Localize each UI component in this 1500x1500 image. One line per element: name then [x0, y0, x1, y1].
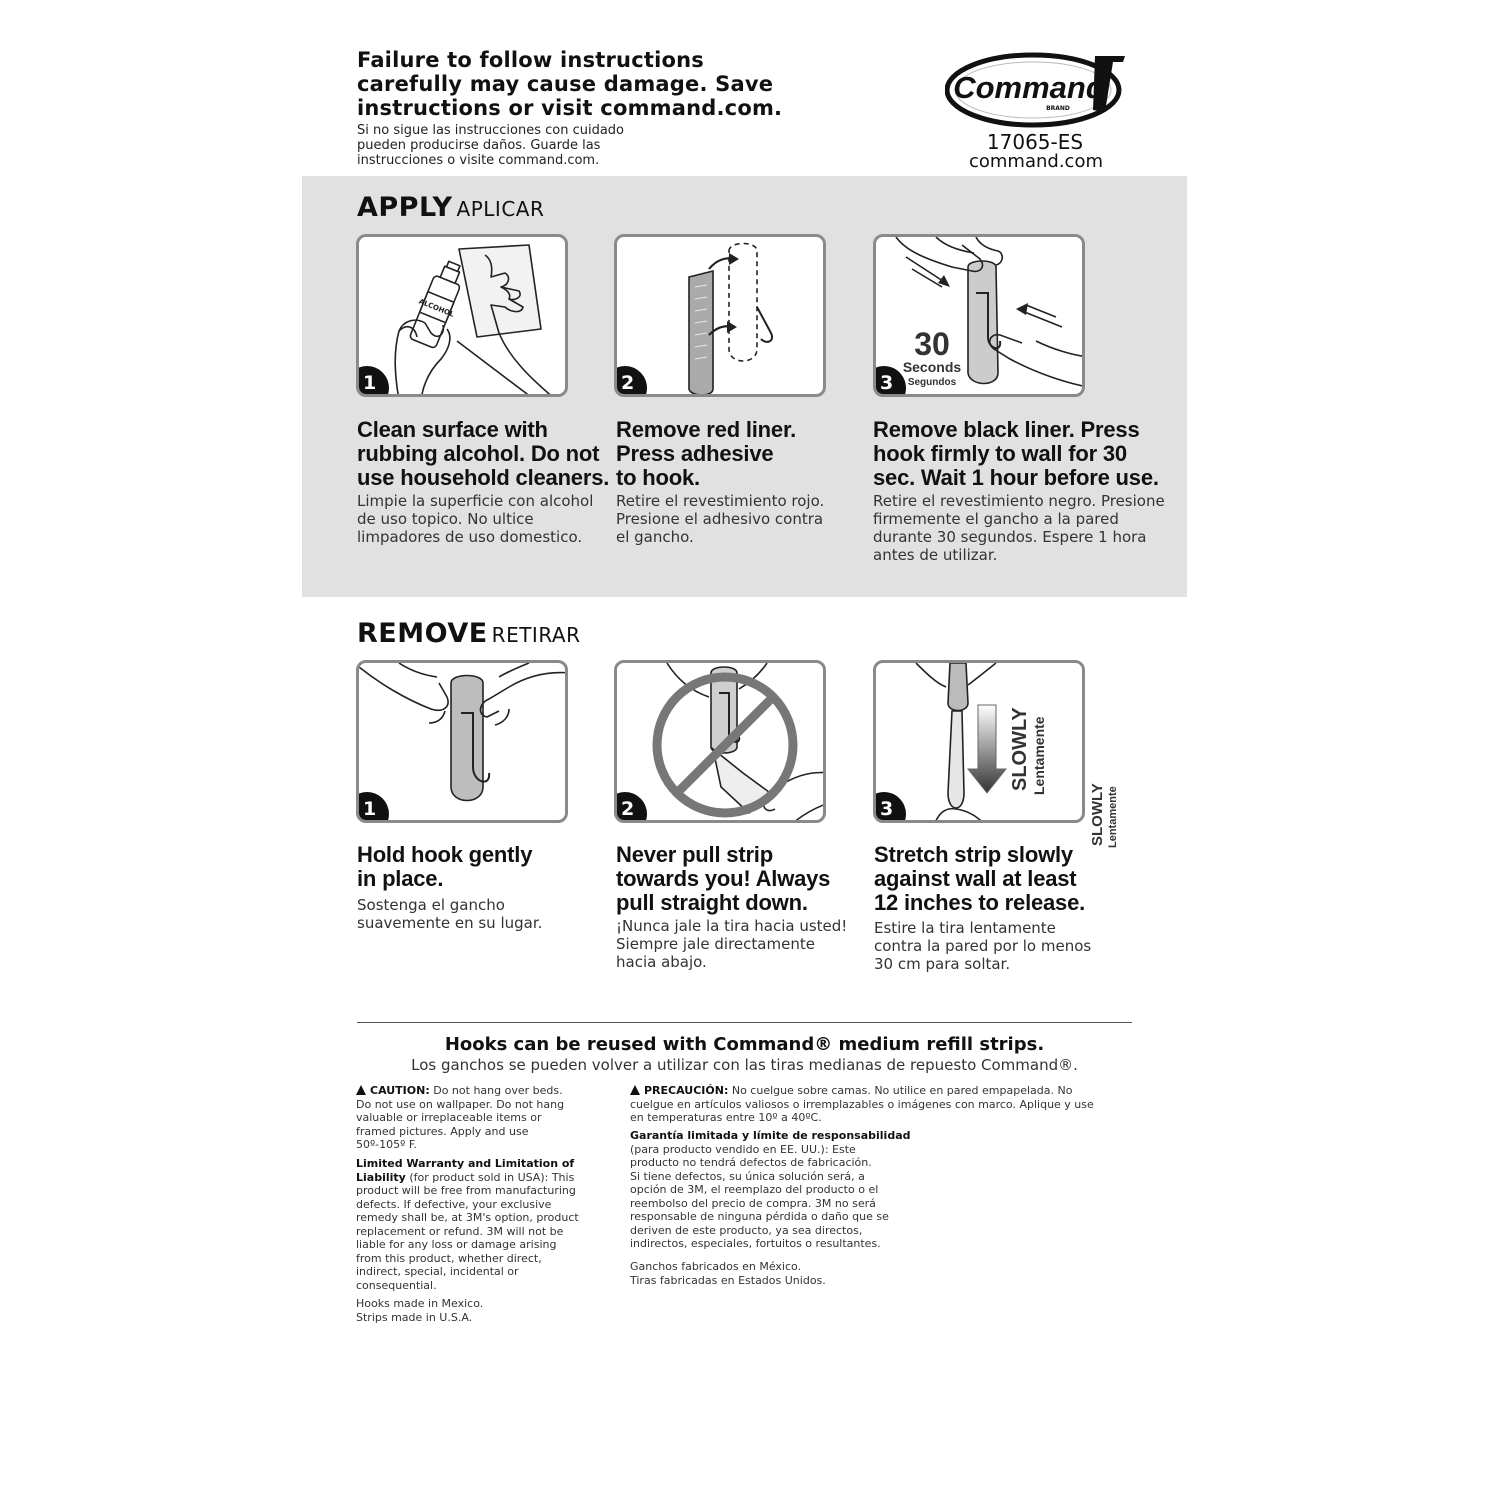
side-slowly: SLOWLY: [1089, 783, 1106, 846]
timer-30: 30: [914, 326, 950, 362]
garantia-title: Garantía limitada y límite de responsabilidad: [630, 1129, 911, 1142]
text-line: Hold hook gently: [357, 842, 533, 867]
text-line: 50º-105º F.: [356, 1138, 417, 1151]
text-line: Siempre jale directamente: [616, 935, 815, 953]
text-line: limpadores de uso domestico.: [357, 528, 583, 546]
text-line: Strips made in U.S.A.: [356, 1310, 473, 1324]
apply-step-2-en: [616, 418, 796, 490]
caution-label: CAUTION:: [370, 1084, 430, 1097]
warning-english: [357, 48, 782, 120]
text-line: Estire la tira lentamente: [874, 919, 1056, 937]
text-line: remedy shall be, at 3M's option, product: [356, 1211, 579, 1224]
remove-step-2-illustration: [614, 660, 826, 823]
made-in-es: [630, 1260, 826, 1287]
text-line: consequential.: [356, 1278, 437, 1292]
apply-step-3-es: [873, 492, 1165, 564]
timer-seconds: Seconds: [902, 359, 962, 375]
text-line: against wall at least: [874, 866, 1077, 891]
model-number: 17065-ES: [986, 130, 1084, 154]
warranty-title: Liability: [356, 1170, 406, 1184]
text-line: de uso topico. No ultice: [357, 510, 534, 528]
text-line: product will be free from manufacturing: [356, 1184, 576, 1197]
text-line: cuelgue en artículos valiosos o irremplazables o imágenes con marco. Aplique y use: [630, 1097, 1094, 1111]
cleaning-hands-icon: [359, 237, 568, 397]
warning-line: Si no sigue las instrucciones con cuidado: [357, 123, 625, 138]
step-number-badge: 2: [614, 366, 647, 397]
warning-triangle-icon: [356, 1085, 366, 1095]
text-line: Retire el revestimiento negro. Presione: [873, 492, 1165, 510]
remove-step-2-en: [616, 843, 830, 915]
divider: [357, 1022, 1132, 1023]
text-line: Retire el revestimiento rojo.: [616, 492, 825, 510]
text-line: Sostenga el gancho: [357, 896, 505, 914]
logo-wordmark: Command: [953, 70, 1105, 105]
apply-step-1-es: [357, 492, 593, 546]
text-line: 12 inches to release.: [874, 890, 1086, 915]
text-line: indirect, special, incidental or: [356, 1265, 519, 1278]
text-line: durante 30 segundos. Espere 1 hora: [873, 528, 1147, 546]
text-line: indirectos, especiales, fortuitos o resultantes.: [630, 1237, 881, 1250]
text-line: use household cleaners.: [357, 465, 610, 490]
text-line: Do not hang over beds.: [429, 1084, 563, 1097]
text-line: framed pictures. Apply and use: [356, 1124, 529, 1138]
text-line: el gancho.: [616, 528, 694, 546]
remove-step-3-es: [874, 919, 1091, 973]
text-line: to hook.: [616, 465, 700, 490]
text-line: 30 cm para soltar.: [874, 955, 1011, 973]
apply-step-3-illustration: [873, 234, 1085, 397]
text-line: Si tiene defectos, su única solución será, a: [630, 1169, 865, 1183]
apply-title-en: APPLY: [357, 192, 453, 223]
apply-step-2-illustration: [614, 234, 826, 397]
text-line: Tiras fabricadas en Estados Unidos.: [630, 1273, 826, 1287]
step-number-badge: 3: [873, 366, 906, 397]
remove-step-1-es: [357, 896, 542, 932]
precaucion-es: [630, 1084, 1094, 1125]
warranty-en: [356, 1157, 579, 1292]
text-line: Hooks made in Mexico.: [356, 1297, 484, 1310]
text-line: towards you! Always: [616, 866, 831, 891]
text-line: Clean surface with: [357, 417, 548, 442]
text-line: antes de utilizar.: [873, 546, 998, 564]
stretch-strip-icon: [876, 663, 1085, 823]
caution-en: [356, 1084, 564, 1152]
text-line: valuable or irreplaceable items or: [356, 1111, 542, 1124]
step-number-badge: 2: [614, 792, 647, 823]
warning-triangle-icon: [630, 1085, 640, 1095]
reuse-note-es: Los ganchos se pueden volver a utilizar con las tiras medianas de repuesto Command®.: [411, 1056, 1078, 1074]
text-line: liable for any loss or damage arising: [356, 1238, 557, 1251]
logo-brand-label: BRAND: [1046, 105, 1070, 112]
remove-title-en: REMOVE: [357, 618, 488, 649]
text-line: responsable de ninguna pérdida o daño que se: [630, 1210, 889, 1223]
remove-title: [357, 618, 580, 649]
text-line: ¡Nunca jale la tira hacia usted!: [616, 917, 848, 935]
text-line: sec. Wait 1 hour before use.: [873, 465, 1159, 490]
apply-step-1-en: [357, 418, 609, 490]
text-line: producto no tendrá defectos de fabricación.: [630, 1156, 872, 1169]
warning-line: instrucciones o visite command.com.: [357, 153, 600, 168]
text-line: pull straight down.: [616, 890, 808, 915]
warning-line: Failure to follow instructions: [357, 48, 704, 72]
precaucion-label: PRECAUCIÓN:: [644, 1084, 729, 1097]
timer-segundos: Segundos: [907, 377, 957, 388]
text-line: firmemente el gancho a la pared: [873, 510, 1119, 528]
website: command.com: [968, 151, 1103, 172]
apply-step-2-es: [616, 492, 824, 546]
hold-hook-icon: [359, 663, 568, 823]
command-logo: [945, 52, 1130, 130]
warning-line: instructions or visit command.com.: [357, 96, 783, 120]
text-line: Ganchos fabricados en México.: [630, 1260, 802, 1273]
alcohol-label: ALCOHOL: [417, 297, 456, 319]
side-slowly-label: [1085, 770, 1125, 850]
reuse-note-en: Hooks can be reused with Command® medium refill strips.: [444, 1034, 1045, 1055]
text-line: hook firmly to wall for 30: [873, 441, 1127, 466]
text-line: Never pull strip: [616, 842, 773, 867]
side-lentamente: Lentamente: [1107, 786, 1119, 848]
text-line: opción de 3M, el reemplazo del producto o el: [630, 1183, 879, 1196]
warning-line: carefully may cause damage. Save: [357, 72, 774, 96]
text-line: Do not use on wallpaper. Do not hang: [356, 1097, 565, 1111]
text-line: (para producto vendido en EE. UU.): Este: [630, 1142, 856, 1156]
text-line: in place.: [357, 866, 444, 891]
remove-step-1-en: [357, 843, 532, 891]
text-line: Press adhesive: [616, 441, 774, 466]
text-line: deriven de este producto, ya sea directos,: [630, 1223, 863, 1237]
text-line: Remove black liner. Press: [873, 417, 1140, 442]
text-line: (for product sold in USA): This: [405, 1170, 575, 1184]
prohibited-pull-icon: [617, 663, 826, 823]
apply-title: [357, 192, 544, 223]
garantia-es: [630, 1129, 911, 1251]
apply-step-3-en: [873, 418, 1159, 490]
text-line: Presione el adhesivo contra: [616, 510, 824, 528]
made-in-en: [356, 1297, 483, 1324]
text-line: reembolso del precio de compra. 3M no será: [630, 1196, 876, 1210]
remove-step-3-illustration: [873, 660, 1085, 823]
text-line: suavemente en su lugar.: [357, 914, 543, 932]
apply-step-1-illustration: [356, 234, 568, 397]
text-line: Remove red liner.: [616, 417, 797, 442]
text-line: en temperaturas entre 10º a 40ºC.: [630, 1111, 822, 1124]
warning-line: pueden producirse daños. Guarde las: [357, 138, 601, 153]
text-line: Limpie la superficie con alcohol: [357, 492, 594, 510]
step-number-badge: 1: [356, 366, 389, 397]
panel-slowly: SLOWLY: [1009, 707, 1031, 791]
step-number-badge: 1: [356, 792, 389, 823]
remove-step-2-es: [616, 917, 847, 971]
text-line: Stretch strip slowly: [874, 842, 1073, 867]
text-line: replacement or refund. 3M will not be: [356, 1224, 564, 1238]
press-hook-icon: [876, 237, 1085, 397]
text-line: defects. If defective, your exclusive: [356, 1197, 552, 1211]
remove-step-1-illustration: [356, 660, 568, 823]
remove-title-es: RETIRAR: [491, 623, 581, 647]
text-line: rubbing alcohol. Do not: [357, 441, 600, 466]
step-number-badge: 3: [873, 792, 906, 823]
remove-step-3-en: [874, 843, 1085, 915]
text-line: from this product, whether direct,: [356, 1251, 542, 1265]
apply-title-es: APLICAR: [456, 197, 545, 221]
warranty-title: Limited Warranty and Limitation of: [356, 1157, 575, 1170]
warning-spanish: [357, 123, 624, 168]
text-line: contra la pared por lo menos: [874, 937, 1092, 955]
adhesive-strip-icon: [617, 237, 826, 397]
panel-lentamente: Lentamente: [1031, 716, 1047, 795]
text-line: hacia abajo.: [616, 953, 707, 971]
text-line: No cuelgue sobre camas. No utilice en pared empapelada. No: [728, 1084, 1073, 1097]
